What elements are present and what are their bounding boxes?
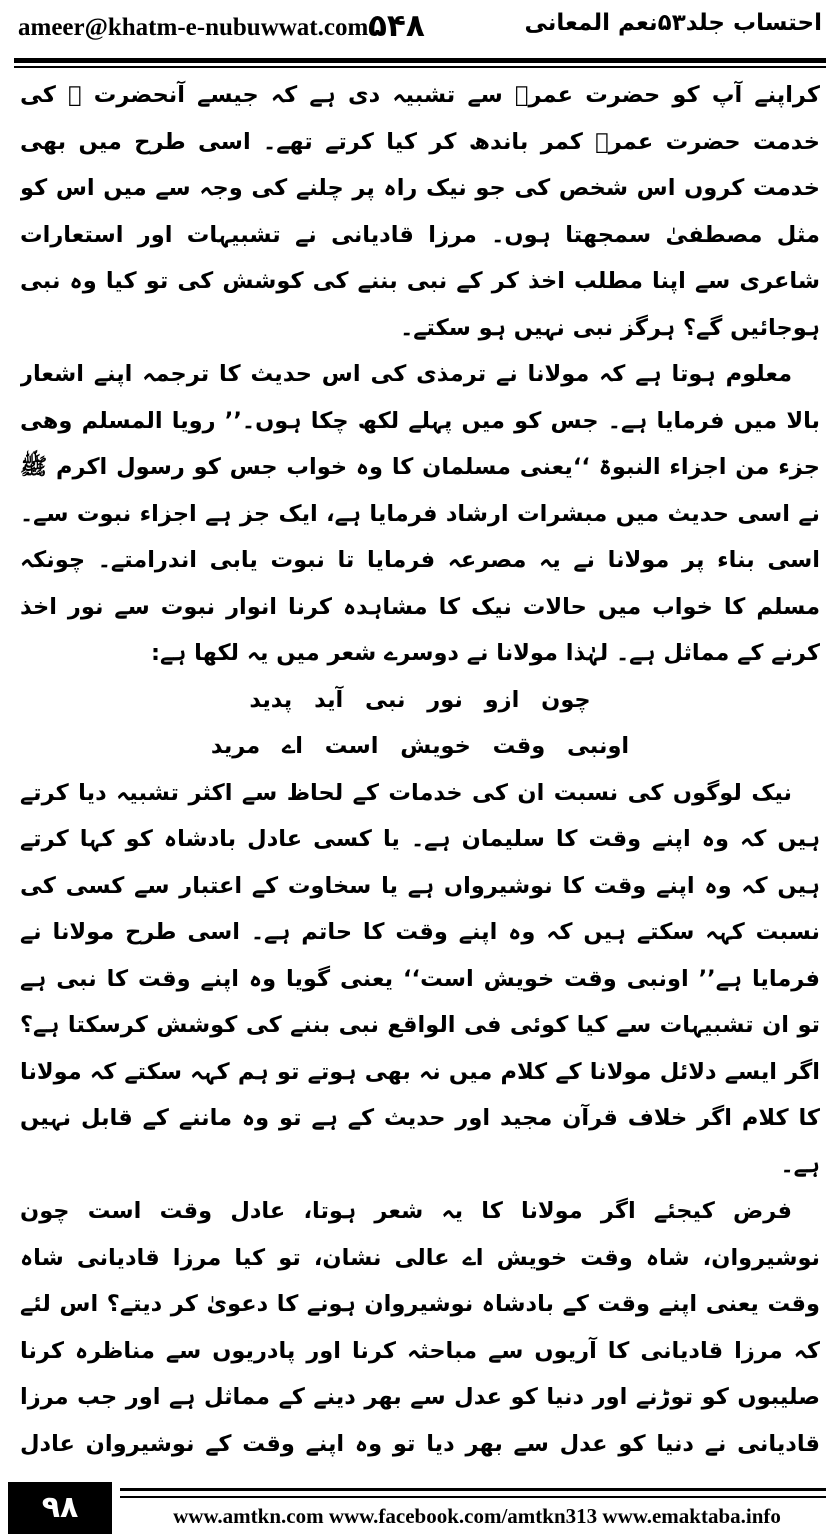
verse-line-1: چون ازو نور نبی آید پدید (249, 686, 591, 713)
footer-rule-thick (120, 1488, 826, 1491)
header-rule-thin (14, 66, 826, 68)
paragraph-1: کراپنے آپ کو حضرت عمرؓ سے تشبیہ دی ہے کہ جیسے آنحضرت ﷺ کی خدمت حضرت عمرؓ کمر باندھ کر کیا کرتے تھے۔ اسی طرح میں بھی خدمت کروں اس شخص کی جو نیک راہ پر چلنے کی وجہ سے میں اس کو مثل مصطفیٰ سمجھتا ہوں۔ مرزا قادیانی نے تشبیہات اور استعارات شاعری سے اپنا مطلب اخذ کر کے نبی بننے کی کوشش کی تو کیا وہ نبی ہوجائیں گے؟ ہرگز نبی نہیں ہو سکتے۔ (20, 82, 820, 341)
verse-line-2: اونبی وقت خویش است اے مرید (210, 733, 630, 759)
paragraph-2: معلوم ہوتا ہے کہ مولانا نے ترمذی کی اس حدیث کا ترجمہ اپنے اشعار بالا میں فرمایا ہے۔ جس کو میں پہلے لکھ چکا ہوں۔’’ رویا المسلم وھی جزء من اجزاء النبوۃ ‘‘یعنی مسلمان کا وہ خواب جس کو رسول اکرم ﷺ نے اسی حدیث میں مبشرات ارشاد فرمایا ہے، ایک جز ہے اجزاء نبوت سے۔ اسی بناء پر مولانا نے یہ مصرعہ فرمایا تا نبوت یابی اندرامتے۔ چونکہ مسلم کا خواب میں حالات نیک کا مشاہدہ کرنا انوار نبوت سے نور اخذ کرنے کے مماثل ہے۔ لہٰذا مولانا نے دوسرے شعر میں یہ لکھا ہے: (20, 361, 820, 666)
footer-rule-thin (120, 1496, 826, 1498)
verse-block (20, 677, 820, 770)
header-rule-thick (14, 58, 826, 63)
paragraph-4: فرض کیجئے اگر مولانا کا یہ شعر ہوتا، عادل وقت است چون نوشیروان، شاہ وقت خویش اے عالی نشان، تو کیا مرزا قادیانی شاہ وقت یعنی اپنے وقت کے بادشاہ نوشیروان ہونے کا دعویٰ کر دیتے؟ اس لئے کہ مرزا قادیانی کا آریوں سے مباحثہ کرنا اور پادریوں سے مناظرہ کرنا صلیبوں کو توڑنے اور دنیا کو عدل سے بھر دینے کے مماثل ہے اور جب مرزا قادیانی نے دنیا کو عدل سے بھر دیا تو وہ اپنے وقت کے نوشیروان عادل (20, 1198, 820, 1457)
page-header (18, 6, 822, 54)
page-footer (0, 1478, 840, 1536)
body-text (20, 72, 820, 1472)
paragraph-3: نیک لوگوں کی نسبت ان کی خدمات کے لحاظ سے اکثر تشبیہ دیا کرتے ہیں کہ وہ اپنے وقت کا سلیمان ہے۔ یا کسی عادل بادشاہ کو کہا کرتے ہیں کہ وہ اپنے وقت کا نوشیرواں ہے یا سخاوت کے اعتبار سے کسی کی نسبت کہہ سکتے ہیں کہ وہ اپنے وقت کا حاتم ہے۔ اسی طرح مولانا نے فرمایا ہے’’ اونبی وقت خویش است‘‘ یعنی گویا وہ اپنے وقت کا نبی ہے تو ان تشبیہات سے کیا کوئی فی الواقع نبی بننے کی کوشش کرسکتا ہے؟ اگر ایسے دلائل مولانا کے کلام میں نہ بھی ہوتے تو ہم کہہ سکتے کہ مولانا کا کلام اگر خلاف قرآن مجید اور حدیث کے ہے تو وہ ماننے کے قابل نہیں ہے۔ (20, 779, 820, 1178)
footer-links: www.amtkn.com www.facebook.com/amtkn313 www.emaktaba.info (173, 1504, 781, 1528)
header-page-number: ۵۴۸ (368, 8, 425, 44)
header-email: ameer@khatm-e-nubuwwat.com (18, 14, 369, 41)
footer-folio-badge: ۹۸ (8, 1482, 112, 1534)
header-book-title: احتساب جلد۵۳نعم المعانی (524, 10, 822, 36)
